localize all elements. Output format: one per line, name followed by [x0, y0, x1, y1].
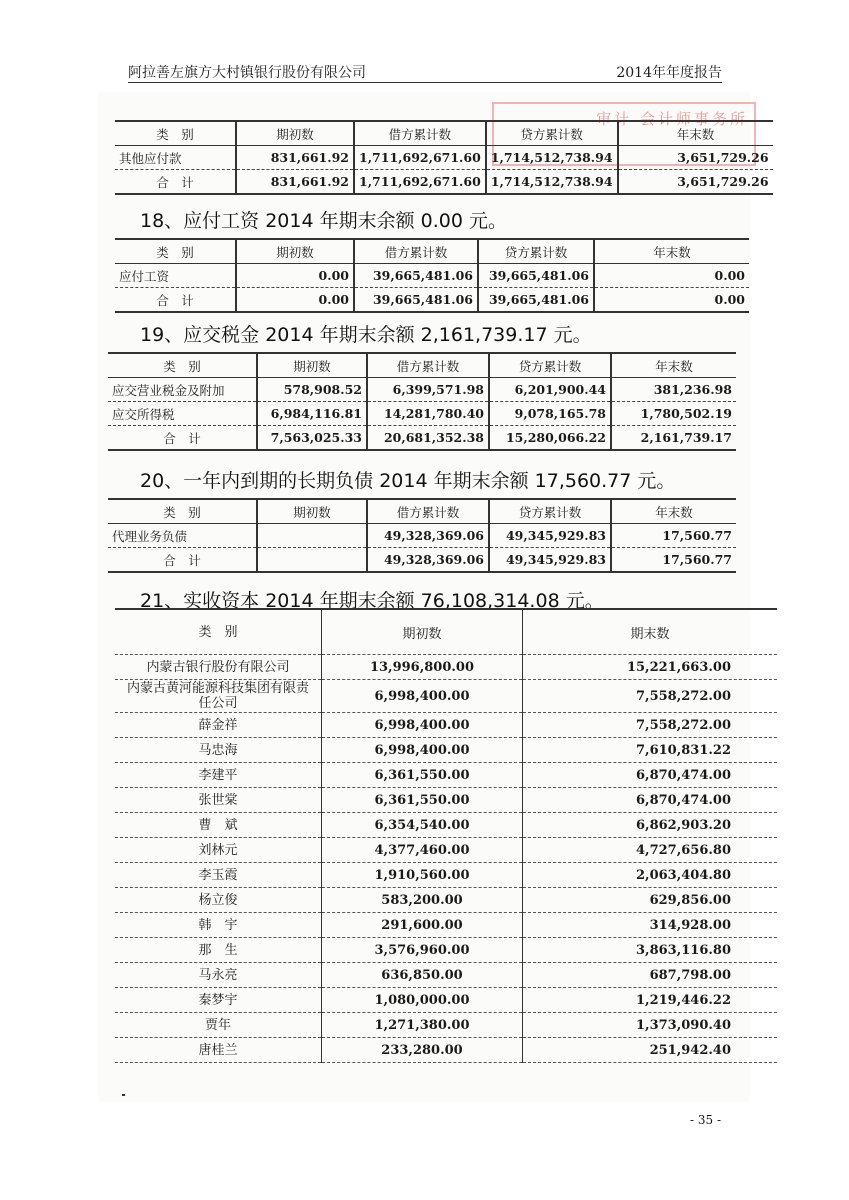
opening-amount: 6,998,400.00: [322, 713, 523, 738]
table-taxes-payable: 类 别 期初数 借方累计数 贷方累计数 年末数 应交营业税金及附加 578,908.52 6,399,571.98 6,201,900.44 381,236.98 应交所得税 6,984,116.81 14,281,780.40 9,078,165.78 1,780,502.19 合 计 7,563,025.33 20,681,352.38 15,280,066.22 2,161,739.17: [108, 352, 736, 451]
opening-amount: 1,271,380.00: [322, 1013, 523, 1038]
table-row: 应交营业税金及附加 578,908.52 6,399,571.98 6,201,900.44 381,236.98: [108, 378, 736, 402]
table-row: 其他应付款 831,661.92 1,711,692,671.60 1,714,512,738.94 3,651,729.26: [115, 146, 773, 170]
table-paid-in-capital: [115, 608, 777, 1063]
closing-amount: 314,928.00: [523, 913, 778, 938]
table-row: [115, 1013, 777, 1038]
table-row: [115, 838, 777, 863]
closing-amount: 687,798.00: [523, 963, 778, 988]
shareholder-name: 内蒙古黄河能源科技集团有限责任公司: [115, 680, 322, 713]
table-row: [115, 888, 777, 913]
bank-name: 阿拉善左旗方大村镇银行股份有限公司: [128, 65, 366, 81]
opening-amount: 6,998,400.00: [322, 680, 523, 713]
table-row: [115, 913, 777, 938]
opening-amount: 1,080,000.00: [322, 988, 523, 1013]
shareholder-name: 马永亮: [115, 963, 322, 988]
table-row: [115, 1038, 777, 1063]
table-row: 代理业务负债 49,328,369.06 49,345,929.83 17,560.77: [108, 524, 736, 548]
col-open: 期初数: [322, 609, 523, 655]
opening-amount: 4,377,460.00: [322, 838, 523, 863]
shareholder-name: 马忠海: [115, 738, 322, 763]
table-row: [115, 655, 777, 680]
opening-amount: 13,996,800.00: [322, 655, 523, 680]
closing-amount: 1,373,090.40: [523, 1013, 778, 1038]
shareholder-name: 李建平: [115, 763, 322, 788]
closing-amount: 7,558,272.00: [523, 680, 778, 713]
opening-amount: 291,600.00: [322, 913, 523, 938]
shareholder-name: 薛金祥: [115, 713, 322, 738]
opening-amount: 6,361,550.00: [322, 788, 523, 813]
col-open: 期初数: [236, 121, 354, 146]
closing-amount: 251,942.40: [523, 1038, 778, 1063]
col-debit: 借方累计数: [354, 121, 486, 146]
shareholder-name: 刘林元: [115, 838, 322, 863]
opening-amount: 6,354,540.00: [322, 813, 523, 838]
closing-amount: 629,856.00: [523, 888, 778, 913]
page-number: - 35 -: [690, 1113, 722, 1127]
table-row: 应交所得税 6,984,116.81 14,281,780.40 9,078,165.78 1,780,502.19: [108, 402, 736, 426]
opening-amount: 6,361,550.00: [322, 763, 523, 788]
table-row-total: 合 计 0.00 39,665,481.06 39,665,481.06 0.00: [115, 288, 749, 313]
shareholder-name: 李玉霞: [115, 863, 322, 888]
opening-amount: 636,850.00: [322, 963, 523, 988]
table-row: [115, 963, 777, 988]
table-current-long-term-liabilities: 类 别 期初数 借方累计数 贷方累计数 年末数 代理业务负债 49,328,369.06 49,345,929.83 17,560.77 合 计 49,328,369.06 49,345,929.83 17,560.77: [108, 498, 736, 573]
scan-mark: [122, 1094, 125, 1096]
table-row-total: 合 计 49,328,369.06 49,345,929.83 17,560.77: [108, 548, 736, 573]
col-cat: 类 别: [115, 121, 236, 146]
closing-amount: 3,863,116.80: [523, 938, 778, 963]
table-row: [115, 738, 777, 763]
shareholder-name: 韩 宇: [115, 913, 322, 938]
section-21-title: 21、实收资本 2014 年期末余额 76,108,314.08 元。: [140, 590, 604, 612]
col-cat: 类 别: [115, 609, 322, 655]
opening-amount: 1,910,560.00: [322, 863, 523, 888]
shareholder-name: 内蒙古银行股份有限公司: [115, 655, 322, 680]
shareholder-name: 那 生: [115, 938, 322, 963]
closing-amount: 7,610,831.22: [523, 738, 778, 763]
shareholder-name: 秦梦宇: [115, 988, 322, 1013]
closing-amount: 15,221,663.00: [523, 655, 778, 680]
opening-amount: 583,200.00: [322, 888, 523, 913]
shareholder-name: 张世棠: [115, 788, 322, 813]
closing-amount: 6,870,474.00: [523, 788, 778, 813]
col-close: 期末数: [523, 609, 778, 655]
opening-amount: 6,998,400.00: [322, 738, 523, 763]
opening-amount: 233,280.00: [322, 1038, 523, 1063]
closing-amount: 7,558,272.00: [523, 713, 778, 738]
closing-amount: 4,727,656.80: [523, 838, 778, 863]
table-row: [115, 863, 777, 888]
col-close: 年末数: [618, 121, 773, 146]
table-header-row: [115, 609, 777, 655]
table-row-total: 合 计 7,563,025.33 20,681,352.38 15,280,066.22 2,161,739.17: [108, 426, 736, 451]
shareholder-name: 杨立俊: [115, 888, 322, 913]
closing-amount: 6,870,474.00: [523, 763, 778, 788]
table-row: [115, 763, 777, 788]
table-row: [115, 813, 777, 838]
shareholder-name: 贾年: [115, 1013, 322, 1038]
section-20-title: 20、一年内到期的长期负债 2014 年期末余额 17,560.77 元。: [140, 470, 676, 492]
closing-amount: 1,219,446.22: [523, 988, 778, 1013]
table-row: 应付工资 0.00 39,665,481.06 39,665,481.06 0.00: [115, 264, 749, 288]
table-row: [115, 680, 777, 713]
report-title: 2014年年度报告: [616, 65, 722, 81]
opening-amount: 3,576,960.00: [322, 938, 523, 963]
table-other-payables: [115, 120, 773, 195]
section-19-title: 19、应交税金 2014 年期末余额 2,161,739.17 元。: [140, 324, 592, 346]
table-row: [115, 938, 777, 963]
page-header: [128, 62, 722, 83]
section-18-title: 18、应付工资 2014 年期末余额 0.00 元。: [140, 210, 507, 232]
shareholder-name: 曹 斌: [115, 813, 322, 838]
stamp-text: 审计 会计师事务所: [596, 110, 748, 128]
col-credit: 贷方累计数: [486, 121, 618, 146]
table-row: [115, 713, 777, 738]
table-row-total: 合 计 831,661.92 1,711,692,671.60 1,714,512,738.94 3,651,729.26: [115, 170, 773, 195]
closing-amount: 6,862,903.20: [523, 813, 778, 838]
table-row: [115, 788, 777, 813]
shareholder-name: 唐桂兰: [115, 1038, 322, 1063]
table-wages-payable: 类 别 期初数 借方累计数 贷方累计数 年末数 应付工资 0.00 39,665,481.06 39,665,481.06 0.00 合 计 0.00 39,665,481.06 39,665,481.06 0.00: [115, 238, 749, 313]
table-row: [115, 988, 777, 1013]
closing-amount: 2,063,404.80: [523, 863, 778, 888]
